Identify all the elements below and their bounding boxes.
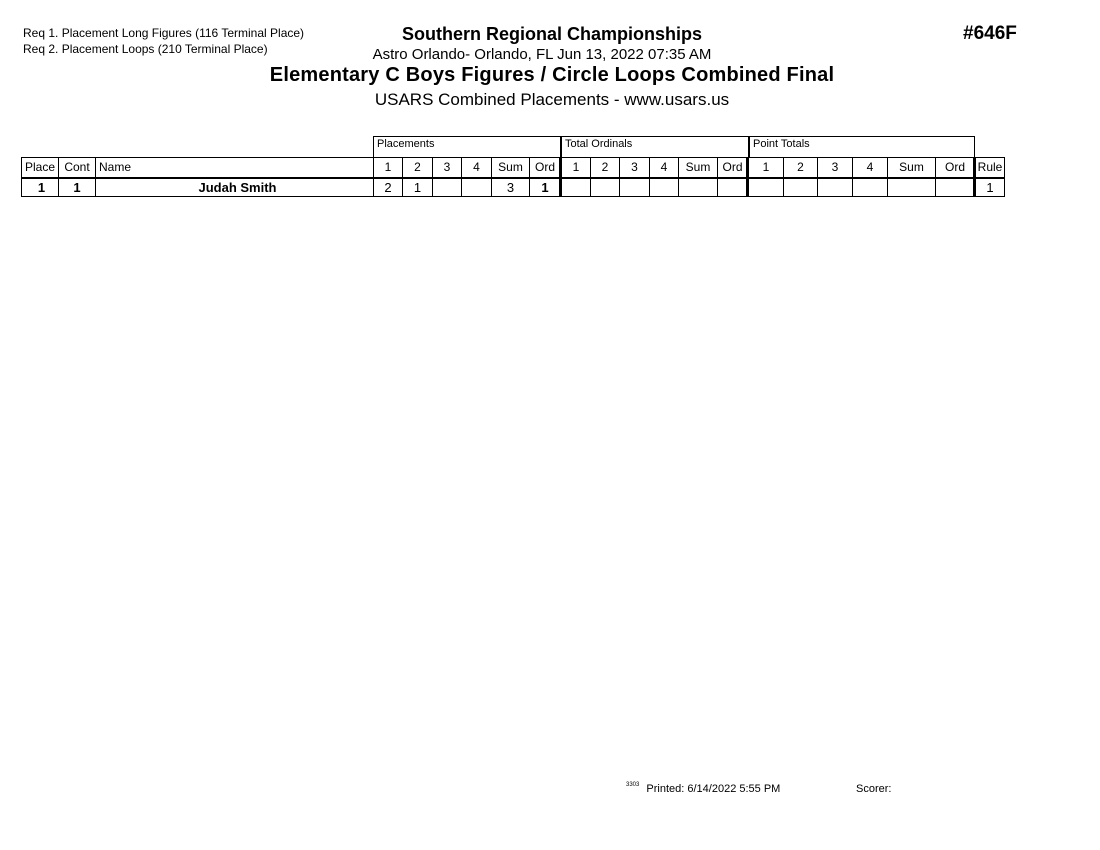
col-header-ordinal-4: 4 xyxy=(649,157,679,178)
cell-points-4 xyxy=(852,178,888,197)
col-header-ordinal-ord: Ord xyxy=(717,157,748,178)
col-header-ordinal-3: 3 xyxy=(619,157,650,178)
cell-placement-1: 2 xyxy=(373,178,403,197)
footer-printed xyxy=(626,783,780,795)
cell-rule: 1 xyxy=(973,178,1005,197)
cell-ordinal-1 xyxy=(559,178,591,197)
col-header-points-2: 2 xyxy=(783,157,818,178)
col-header-points-3: 3 xyxy=(817,157,853,178)
usars-line: USARS Combined Placements - www.usars.us xyxy=(374,90,730,109)
cell-ordinal-ord xyxy=(717,178,748,197)
cell-points-1 xyxy=(746,178,784,197)
cell-placement-sum: 3 xyxy=(491,178,530,197)
col-header-placement-sum: Sum xyxy=(491,157,530,178)
cell-ordinal-2 xyxy=(590,178,620,197)
group-header-point-totals: Point Totals xyxy=(749,136,975,157)
col-header-ordinal-1: 1 xyxy=(559,157,591,178)
cell-place: 1 xyxy=(21,178,59,197)
cell-placement-3 xyxy=(432,178,462,197)
col-header-rule: Rule xyxy=(973,157,1005,178)
footer-code: 3303 xyxy=(626,782,640,788)
col-header-points-1: 1 xyxy=(746,157,784,178)
cell-ordinal-3 xyxy=(619,178,650,197)
col-header-placement-4: 4 xyxy=(461,157,492,178)
cell-ordinal-sum xyxy=(678,178,718,197)
cell-placement-ord: 1 xyxy=(529,178,561,197)
cell-ordinal-4 xyxy=(649,178,679,197)
col-header-placement-3: 3 xyxy=(432,157,462,178)
col-header-points-sum: Sum xyxy=(887,157,936,178)
col-header-place: Place xyxy=(21,157,59,178)
cell-placement-2: 1 xyxy=(402,178,433,197)
requirement-1: Req 1. Placement Long Figures (116 Terminal Place) xyxy=(23,26,305,40)
col-header-name: Name xyxy=(95,157,374,178)
cell-points-3 xyxy=(817,178,853,197)
cell-cont: 1 xyxy=(58,178,96,197)
group-header-placements: Placements xyxy=(373,136,561,157)
col-header-points-ord: Ord xyxy=(935,157,975,178)
cell-points-ord xyxy=(935,178,975,197)
col-header-ordinal-sum: Sum xyxy=(678,157,718,178)
requirement-2: Req 2. Placement Loops (210 Terminal Place) xyxy=(23,42,268,56)
cell-points-2 xyxy=(783,178,818,197)
cell-points-sum xyxy=(887,178,936,197)
col-header-ordinal-2: 2 xyxy=(590,157,620,178)
col-header-placement-2: 2 xyxy=(402,157,433,178)
competition-subtitle: Astro Orlando- Orlando, FL Jun 13, 2022 07:35 AM xyxy=(372,46,712,63)
col-header-placement-1: 1 xyxy=(373,157,403,178)
footer-scorer: Scorer: xyxy=(856,783,892,795)
group-header-total-ordinals: Total Ordinals xyxy=(561,136,749,157)
col-header-cont: Cont xyxy=(58,157,96,178)
col-header-points-4: 4 xyxy=(852,157,888,178)
event-title: Elementary C Boys Figures / Circle Loops Combined Final xyxy=(269,64,835,86)
col-header-placement-ord: Ord xyxy=(529,157,561,178)
footer-printed-text: Printed: 6/14/2022 5:55 PM xyxy=(646,783,781,795)
competition-title: Southern Regional Championships xyxy=(401,24,703,44)
cell-placement-4 xyxy=(461,178,492,197)
event-number: #646F xyxy=(963,23,1017,44)
cell-name: Judah Smith xyxy=(95,178,374,197)
